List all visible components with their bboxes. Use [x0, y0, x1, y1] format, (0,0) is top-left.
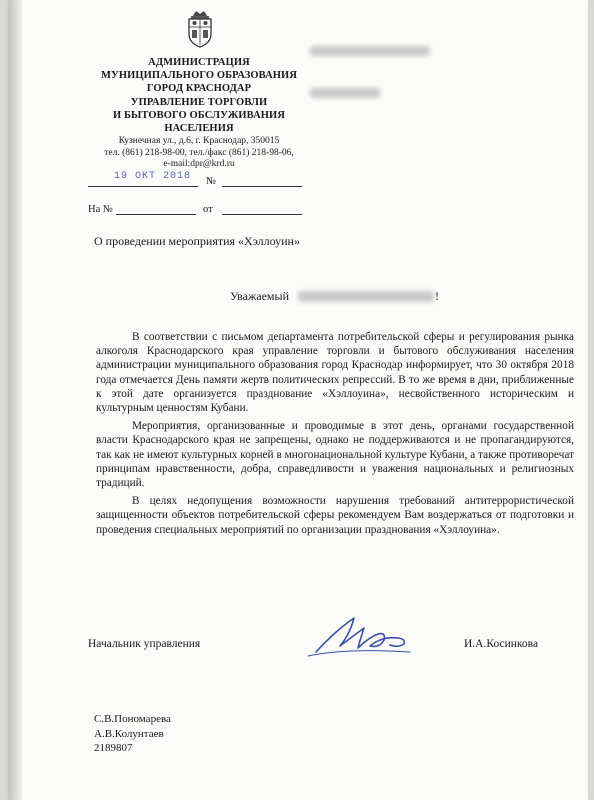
letter-subject: О проведении мероприятия «Хэллоуин» [94, 234, 300, 248]
signer-title: Начальник управления [88, 638, 201, 650]
redacted-recipient [310, 88, 380, 98]
org-line: УПРАВЛЕНИЕ ТОРГОВЛИ [130, 96, 268, 108]
redacted-recipient [310, 46, 430, 56]
address-line: тел. (861) 218-98-00, тел./факс (861) 218-98-06, [104, 147, 294, 158]
address-line: Кузнечная ул., д.6, г. Краснодар, 350015 [118, 136, 280, 146]
executor-phone: 2189807 [94, 742, 133, 754]
ref-number-label: На № [88, 204, 113, 215]
ref-number-line [116, 214, 196, 215]
organization-name [84, 56, 314, 135]
organization-address [84, 136, 314, 171]
executor-line: С.В.Пономарева [94, 713, 171, 725]
executor-info [94, 712, 171, 756]
handwritten-signature [306, 612, 414, 662]
org-line: МУНИЦИПАЛЬНОГО ОБРАЗОВАНИЯ [101, 70, 297, 82]
greeting-suffix: ! [435, 289, 439, 303]
body-paragraph: В целях недопущения возможности нарушения требований антитеррористической защищенности объектов потребительской сферы рекомендуем Вам воздержаться от подготовки и проведения специальных мероприятий по организации празднования «Хэллоуина». [96, 495, 574, 536]
date-stamp: 19 ОКТ 2018 [114, 171, 192, 182]
greeting-prefix: Уважаемый [230, 289, 289, 303]
org-line: НАСЕЛЕНИЯ [164, 123, 234, 135]
signer-name: И.А.Косинкова [464, 638, 539, 650]
ref-date-line [222, 214, 302, 215]
body-paragraph: В соответствии с письмом департамента потребительской сферы и регулирования рынка алкоголя Краснодарского края управление торговли и бытового обслуживания населения администрации муниципального образования город Краснодар информирует, что 30 октября 2018 года отмечается День памяти жертв политических репрессий. В то же время в дни, приближенные к этой дате организуется празднование «Хэллоуина», несвойственного историческим и культурным ценностям Кубани. [96, 331, 574, 415]
org-line: И БЫТОВОГО ОБСЛУЖИВАНИЯ [112, 109, 286, 121]
date-line [88, 186, 198, 187]
number-line [222, 186, 302, 187]
redacted-addressee-name [298, 291, 434, 302]
org-line: ГОРОД КРАСНОДАР [146, 83, 252, 95]
letter-body [96, 330, 574, 541]
executor-line: А.В.Колунтаев [94, 727, 164, 740]
letter-page [10, 0, 588, 800]
number-label: № [206, 176, 217, 187]
coat-of-arms-icon [186, 10, 214, 48]
body-paragraph: Мероприятия, организованные и проводимые в этот день, органами государственной власти Краснодарского края не запрещены, однако не поддерживаются и не пропагандируются, так как не имеют культурных корней в многонациональной культуре Кубани, а также противоречат принципам нравственности, добра, справедливости и уважения национальных и религиозных традиций. [96, 420, 574, 490]
ref-date-label: от [203, 204, 213, 215]
page-edge-shadow [10, 0, 22, 800]
org-line: АДМИНИСТРАЦИЯ [148, 57, 250, 68]
address-line: e-mail:dpr@krd.ru [163, 159, 235, 169]
